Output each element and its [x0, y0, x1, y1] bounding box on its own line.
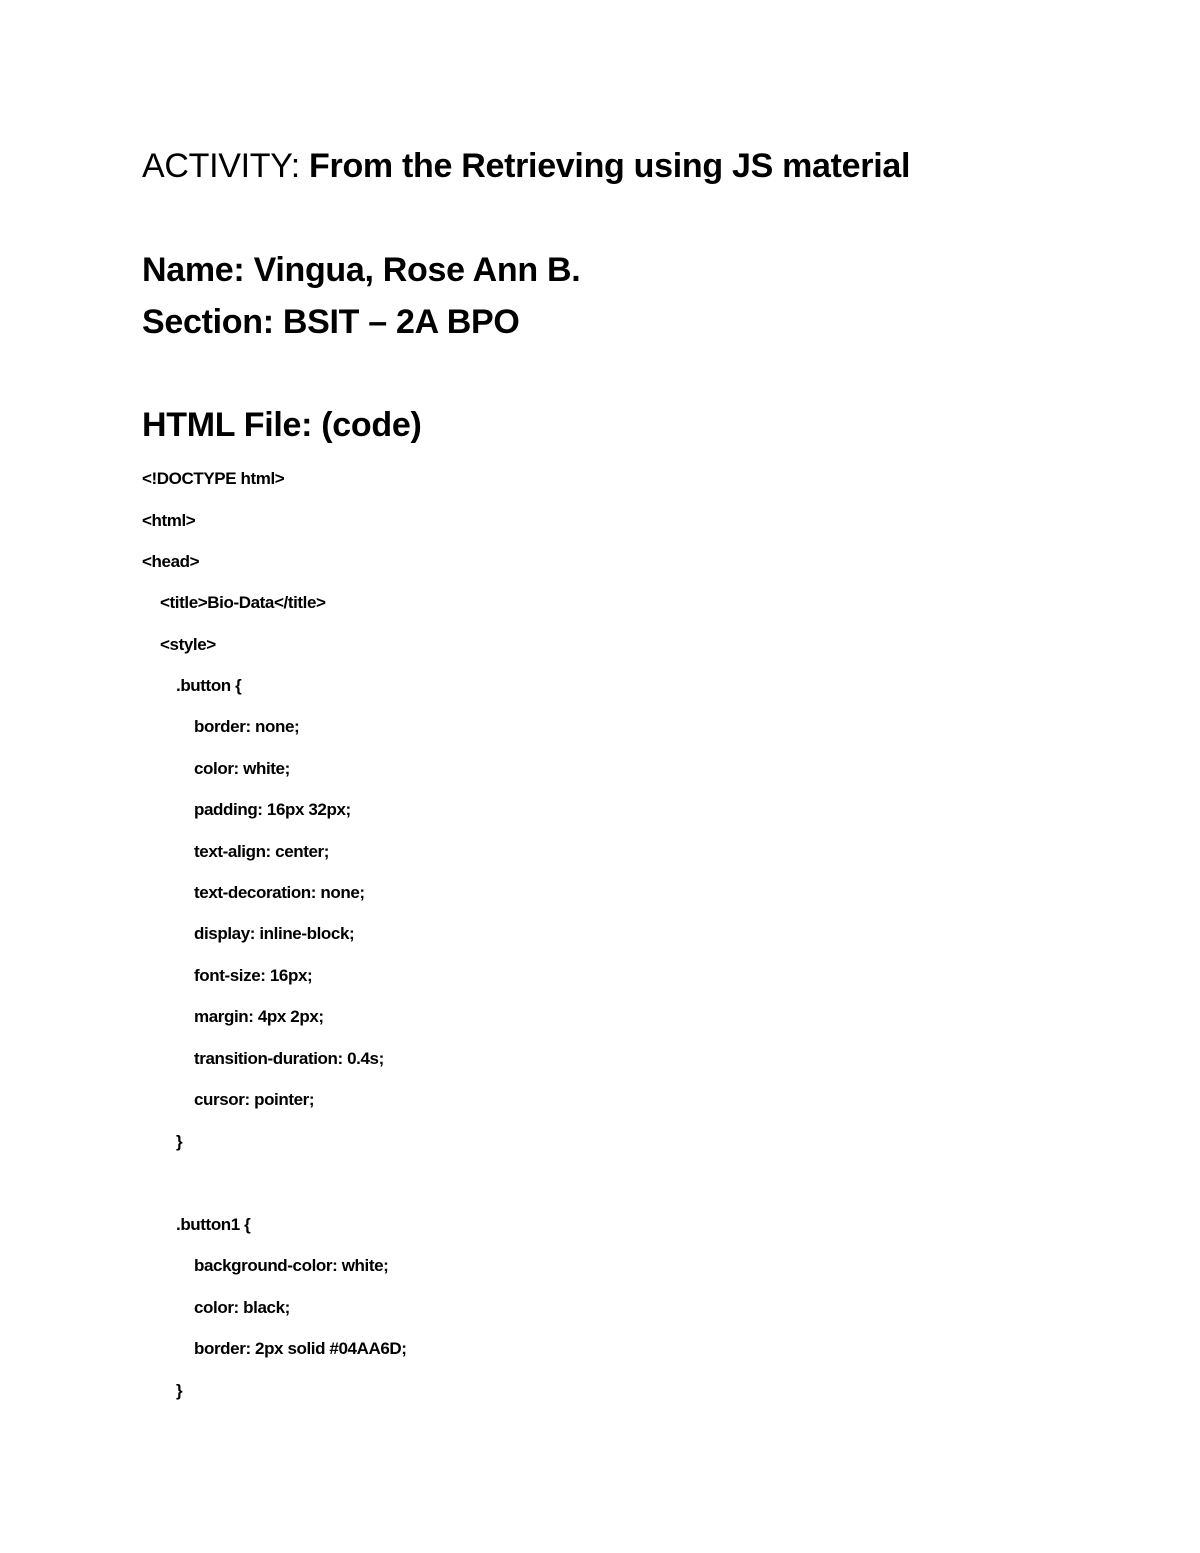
code-line: <style> [160, 635, 216, 654]
activity-label: ACTIVITY: [142, 147, 310, 185]
code-line: cursor: pointer; [194, 1090, 315, 1109]
code-line: <head> [142, 552, 200, 571]
code-line: .button1 { [176, 1215, 251, 1234]
code-line: text-decoration: none; [194, 883, 365, 902]
code-line: padding: 16px 32px; [194, 800, 351, 819]
code-line: background-color: white; [194, 1256, 389, 1275]
code-line: } [176, 1381, 183, 1400]
html-file-heading: HTML File: (code) [142, 406, 422, 444]
code-line: font-size: 16px; [194, 966, 313, 985]
code-line: border: none; [194, 717, 300, 736]
code-line: display: inline-block; [194, 924, 355, 943]
student-name: Name: Vingua, Rose Ann B. [142, 251, 581, 289]
student-section: Section: BSIT – 2A BPO [142, 303, 520, 341]
code-line: text-align: center; [194, 842, 330, 861]
code-line: color: black; [194, 1298, 290, 1317]
code-line: .button { [176, 676, 242, 695]
code-line: color: white; [194, 759, 290, 778]
code-line: <!DOCTYPE html> [142, 469, 285, 488]
code-line: transition-duration: 0.4s; [194, 1049, 384, 1068]
code-line: margin: 4px 2px; [194, 1007, 324, 1026]
code-line: <html> [142, 511, 196, 530]
code-line: <title>Bio-Data</title> [160, 593, 326, 612]
code-line: } [176, 1132, 183, 1151]
activity-title: From the Retrieving using JS material [309, 147, 911, 185]
code-line: border: 2px solid #04AA6D; [194, 1339, 407, 1358]
